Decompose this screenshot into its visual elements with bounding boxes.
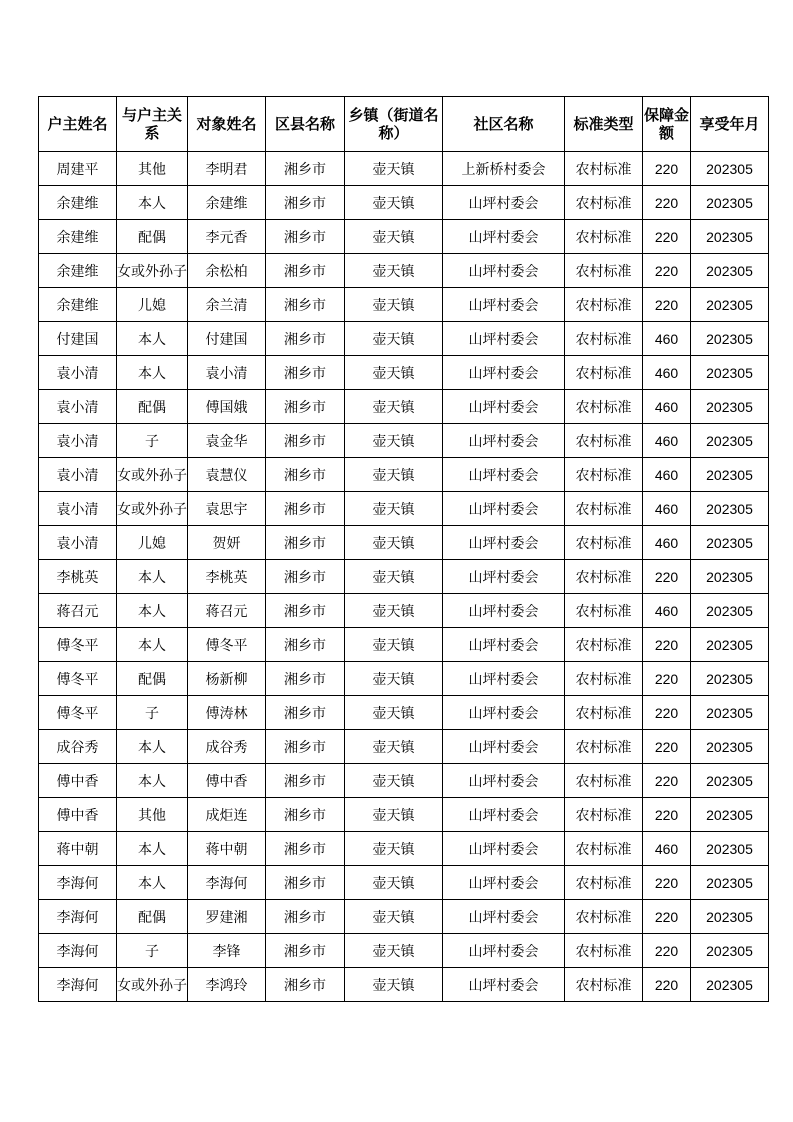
cell-township: 壶天镇 [345,798,443,832]
cell-county: 湘乡市 [266,220,345,254]
relation-text: 儿媳 [138,297,166,314]
cell-standard-type: 农村标准 [565,424,643,458]
cell-community: 山坪村委会 [443,322,565,356]
cell-household-head: 李海何 [39,866,117,900]
cell-standard-type: 农村标准 [565,696,643,730]
cell-recipient-name: 袁金华 [188,424,266,458]
cell-community: 山坪村委会 [443,900,565,934]
cell-county: 湘乡市 [266,662,345,696]
relation-text: 本人 [138,331,166,348]
cell-month: 202305 [691,458,769,492]
cell-relation [117,832,188,866]
relation-text: 本人 [138,637,166,654]
header-township: 乡镇（街道名称） [345,97,443,152]
cell-community: 山坪村委会 [443,934,565,968]
cell-township: 壶天镇 [345,424,443,458]
cell-relation [117,594,188,628]
cell-county: 湘乡市 [266,152,345,186]
cell-county: 湘乡市 [266,254,345,288]
cell-county: 湘乡市 [266,628,345,662]
table-row [39,798,769,832]
cell-relation [117,628,188,662]
cell-relation [117,560,188,594]
cell-month: 202305 [691,798,769,832]
relation-text: 本人 [138,875,166,892]
cell-amount: 220 [643,560,691,594]
cell-standard-type: 农村标准 [565,662,643,696]
relation-text: 本人 [138,773,166,790]
relation-text: 本人 [138,739,166,756]
cell-standard-type: 农村标准 [565,288,643,322]
table-row [39,696,769,730]
cell-standard-type: 农村标准 [565,764,643,798]
cell-household-head: 周建平 [39,152,117,186]
cell-standard-type: 农村标准 [565,628,643,662]
cell-amount: 460 [643,322,691,356]
cell-amount: 220 [643,866,691,900]
cell-community: 山坪村委会 [443,390,565,424]
table-row [39,764,769,798]
cell-community: 山坪村委会 [443,730,565,764]
cell-community: 山坪村委会 [443,356,565,390]
cell-recipient-name: 余松柏 [188,254,266,288]
cell-recipient-name: 李桃英 [188,560,266,594]
cell-household-head: 袁小清 [39,424,117,458]
cell-community: 山坪村委会 [443,594,565,628]
cell-household-head: 袁小清 [39,526,117,560]
cell-township: 壶天镇 [345,458,443,492]
cell-county: 湘乡市 [266,900,345,934]
cell-month: 202305 [691,900,769,934]
table-row [39,560,769,594]
table-body [39,152,769,1002]
cell-month: 202305 [691,730,769,764]
cell-month: 202305 [691,254,769,288]
cell-month: 202305 [691,526,769,560]
cell-amount: 220 [643,288,691,322]
cell-county: 湘乡市 [266,968,345,1002]
cell-household-head: 李桃英 [39,560,117,594]
cell-amount: 460 [643,492,691,526]
cell-recipient-name: 袁小清 [188,356,266,390]
cell-township: 壶天镇 [345,832,443,866]
cell-community: 山坪村委会 [443,288,565,322]
relation-text: 子 [145,943,159,960]
relation-text: 配偶 [138,671,166,688]
table-row [39,594,769,628]
cell-household-head: 傅冬平 [39,696,117,730]
cell-amount: 220 [643,934,691,968]
cell-amount: 460 [643,526,691,560]
cell-recipient-name: 贺妍 [188,526,266,560]
cell-standard-type: 农村标准 [565,900,643,934]
cell-amount: 220 [643,186,691,220]
cell-county: 湘乡市 [266,798,345,832]
cell-recipient-name: 李海何 [188,866,266,900]
cell-amount: 460 [643,832,691,866]
relation-text: 女或外孙子 [117,501,187,518]
cell-standard-type: 农村标准 [565,458,643,492]
cell-standard-type: 农村标准 [565,152,643,186]
table-row [39,900,769,934]
cell-recipient-name: 袁思宇 [188,492,266,526]
table-row [39,254,769,288]
header-amount: 保障金额 [643,97,691,152]
cell-recipient-name: 李锋 [188,934,266,968]
cell-community: 山坪村委会 [443,186,565,220]
cell-household-head: 傅中香 [39,798,117,832]
cell-relation [117,866,188,900]
cell-township: 壶天镇 [345,390,443,424]
table-row [39,526,769,560]
cell-relation [117,730,188,764]
cell-household-head: 余建维 [39,220,117,254]
cell-month: 202305 [691,288,769,322]
table-row [39,832,769,866]
relation-text: 女或外孙子 [117,263,187,280]
cell-amount: 220 [643,968,691,1002]
cell-month: 202305 [691,764,769,798]
cell-household-head: 袁小清 [39,356,117,390]
cell-county: 湘乡市 [266,866,345,900]
cell-township: 壶天镇 [345,254,443,288]
cell-relation [117,254,188,288]
cell-standard-type: 农村标准 [565,220,643,254]
cell-recipient-name: 李明君 [188,152,266,186]
cell-township: 壶天镇 [345,560,443,594]
cell-relation [117,934,188,968]
cell-amount: 220 [643,798,691,832]
table-row [39,458,769,492]
cell-county: 湘乡市 [266,934,345,968]
header-row [39,97,769,152]
relation-text: 配偶 [138,399,166,416]
cell-community: 山坪村委会 [443,254,565,288]
cell-relation [117,356,188,390]
cell-recipient-name: 傅涛林 [188,696,266,730]
header-relation: 与户主关系 [117,97,188,152]
cell-county: 湘乡市 [266,526,345,560]
cell-community: 山坪村委会 [443,866,565,900]
cell-recipient-name: 袁慧仪 [188,458,266,492]
cell-county: 湘乡市 [266,594,345,628]
cell-household-head: 袁小清 [39,458,117,492]
cell-community: 山坪村委会 [443,798,565,832]
cell-household-head: 付建国 [39,322,117,356]
cell-township: 壶天镇 [345,628,443,662]
cell-township: 壶天镇 [345,322,443,356]
cell-month: 202305 [691,322,769,356]
cell-household-head: 李海何 [39,900,117,934]
cell-amount: 220 [643,900,691,934]
table-row [39,934,769,968]
cell-household-head: 余建维 [39,186,117,220]
cell-month: 202305 [691,866,769,900]
cell-month: 202305 [691,186,769,220]
cell-month: 202305 [691,662,769,696]
cell-relation [117,764,188,798]
cell-amount: 460 [643,390,691,424]
header-standard-type: 标准类型 [565,97,643,152]
table-row [39,322,769,356]
relation-text: 女或外孙子 [117,977,187,994]
cell-amount: 220 [643,628,691,662]
cell-standard-type: 农村标准 [565,968,643,1002]
cell-standard-type: 农村标准 [565,730,643,764]
cell-month: 202305 [691,424,769,458]
cell-community: 山坪村委会 [443,764,565,798]
cell-county: 湘乡市 [266,458,345,492]
cell-township: 壶天镇 [345,866,443,900]
cell-relation [117,696,188,730]
cell-township: 壶天镇 [345,662,443,696]
table-row [39,220,769,254]
table-row [39,730,769,764]
cell-county: 湘乡市 [266,356,345,390]
cell-township: 壶天镇 [345,900,443,934]
table-row [39,628,769,662]
cell-community: 山坪村委会 [443,696,565,730]
cell-household-head: 成谷秀 [39,730,117,764]
cell-relation [117,526,188,560]
cell-relation [117,798,188,832]
cell-relation [117,492,188,526]
cell-community: 山坪村委会 [443,424,565,458]
cell-township: 壶天镇 [345,492,443,526]
cell-relation [117,662,188,696]
cell-amount: 220 [643,764,691,798]
cell-household-head: 袁小清 [39,492,117,526]
relation-text: 本人 [138,365,166,382]
cell-relation [117,288,188,322]
cell-recipient-name: 成炬连 [188,798,266,832]
cell-recipient-name: 傅国娥 [188,390,266,424]
cell-community: 上新桥村委会 [443,152,565,186]
cell-standard-type: 农村标准 [565,934,643,968]
table-row [39,866,769,900]
table-row [39,662,769,696]
cell-month: 202305 [691,696,769,730]
table-row [39,356,769,390]
cell-township: 壶天镇 [345,934,443,968]
cell-county: 湘乡市 [266,560,345,594]
cell-standard-type: 农村标准 [565,356,643,390]
header-county: 区县名称 [266,97,345,152]
cell-recipient-name: 成谷秀 [188,730,266,764]
cell-month: 202305 [691,492,769,526]
cell-community: 山坪村委会 [443,220,565,254]
cell-month: 202305 [691,832,769,866]
cell-relation [117,968,188,1002]
welfare-table [38,96,769,1002]
cell-standard-type: 农村标准 [565,866,643,900]
relation-text: 其他 [138,161,166,178]
cell-month: 202305 [691,628,769,662]
relation-text: 配偶 [138,229,166,246]
cell-township: 壶天镇 [345,220,443,254]
cell-recipient-name: 杨新柳 [188,662,266,696]
cell-amount: 220 [643,152,691,186]
cell-amount: 220 [643,730,691,764]
relation-text: 配偶 [138,909,166,926]
cell-month: 202305 [691,356,769,390]
cell-community: 山坪村委会 [443,560,565,594]
cell-standard-type: 农村标准 [565,560,643,594]
relation-text: 本人 [138,603,166,620]
cell-township: 壶天镇 [345,186,443,220]
cell-relation [117,900,188,934]
cell-township: 壶天镇 [345,356,443,390]
cell-relation [117,322,188,356]
cell-recipient-name: 蒋召元 [188,594,266,628]
cell-relation [117,186,188,220]
header-household-head: 户主姓名 [39,97,117,152]
header-recipient-name: 对象姓名 [188,97,266,152]
cell-month: 202305 [691,390,769,424]
cell-county: 湘乡市 [266,288,345,322]
table-row [39,492,769,526]
cell-relation [117,152,188,186]
cell-relation [117,424,188,458]
header-month: 享受年月 [691,97,769,152]
cell-relation [117,390,188,424]
relation-text: 本人 [138,569,166,586]
cell-recipient-name: 付建国 [188,322,266,356]
table-row [39,424,769,458]
cell-amount: 460 [643,458,691,492]
cell-household-head: 李海何 [39,934,117,968]
cell-county: 湘乡市 [266,424,345,458]
cell-standard-type: 农村标准 [565,832,643,866]
cell-household-head: 余建维 [39,254,117,288]
cell-community: 山坪村委会 [443,526,565,560]
cell-recipient-name: 傅冬平 [188,628,266,662]
cell-recipient-name: 李元香 [188,220,266,254]
table-row [39,152,769,186]
cell-county: 湘乡市 [266,390,345,424]
cell-standard-type: 农村标准 [565,594,643,628]
cell-township: 壶天镇 [345,764,443,798]
cell-household-head: 蒋召元 [39,594,117,628]
cell-month: 202305 [691,220,769,254]
cell-recipient-name: 李鸿玲 [188,968,266,1002]
cell-county: 湘乡市 [266,492,345,526]
cell-amount: 220 [643,220,691,254]
cell-county: 湘乡市 [266,696,345,730]
cell-county: 湘乡市 [266,730,345,764]
cell-community: 山坪村委会 [443,492,565,526]
cell-household-head: 傅冬平 [39,662,117,696]
cell-township: 壶天镇 [345,594,443,628]
cell-month: 202305 [691,968,769,1002]
cell-standard-type: 农村标准 [565,186,643,220]
cell-household-head: 余建维 [39,288,117,322]
cell-household-head: 傅中香 [39,764,117,798]
cell-township: 壶天镇 [345,968,443,1002]
header-community: 社区名称 [443,97,565,152]
cell-community: 山坪村委会 [443,968,565,1002]
cell-recipient-name: 傅中香 [188,764,266,798]
cell-community: 山坪村委会 [443,628,565,662]
table-row [39,390,769,424]
cell-recipient-name: 蒋中朝 [188,832,266,866]
table-row [39,288,769,322]
cell-month: 202305 [691,594,769,628]
table-row [39,186,769,220]
cell-township: 壶天镇 [345,288,443,322]
cell-household-head: 蒋中朝 [39,832,117,866]
cell-relation [117,458,188,492]
table-row [39,968,769,1002]
cell-recipient-name: 余建维 [188,186,266,220]
cell-amount: 460 [643,356,691,390]
cell-amount: 220 [643,662,691,696]
relation-text: 本人 [138,195,166,212]
cell-standard-type: 农村标准 [565,390,643,424]
cell-township: 壶天镇 [345,696,443,730]
cell-county: 湘乡市 [266,832,345,866]
cell-county: 湘乡市 [266,186,345,220]
cell-standard-type: 农村标准 [565,492,643,526]
cell-recipient-name: 余兰清 [188,288,266,322]
cell-county: 湘乡市 [266,322,345,356]
cell-standard-type: 农村标准 [565,526,643,560]
cell-township: 壶天镇 [345,730,443,764]
cell-community: 山坪村委会 [443,832,565,866]
cell-recipient-name: 罗建湘 [188,900,266,934]
cell-amount: 460 [643,424,691,458]
relation-text: 女或外孙子 [117,467,187,484]
relation-text: 儿媳 [138,535,166,552]
cell-month: 202305 [691,152,769,186]
cell-standard-type: 农村标准 [565,254,643,288]
cell-township: 壶天镇 [345,526,443,560]
relation-text: 子 [145,705,159,722]
cell-relation [117,220,188,254]
cell-household-head: 傅冬平 [39,628,117,662]
cell-standard-type: 农村标准 [565,322,643,356]
cell-amount: 460 [643,594,691,628]
cell-community: 山坪村委会 [443,458,565,492]
cell-month: 202305 [691,560,769,594]
cell-amount: 220 [643,696,691,730]
relation-text: 其他 [138,807,166,824]
cell-household-head: 李海何 [39,968,117,1002]
cell-standard-type: 农村标准 [565,798,643,832]
cell-amount: 220 [643,254,691,288]
relation-text: 子 [145,433,159,450]
cell-county: 湘乡市 [266,764,345,798]
cell-township: 壶天镇 [345,152,443,186]
cell-month: 202305 [691,934,769,968]
cell-community: 山坪村委会 [443,662,565,696]
cell-household-head: 袁小清 [39,390,117,424]
relation-text: 本人 [138,841,166,858]
